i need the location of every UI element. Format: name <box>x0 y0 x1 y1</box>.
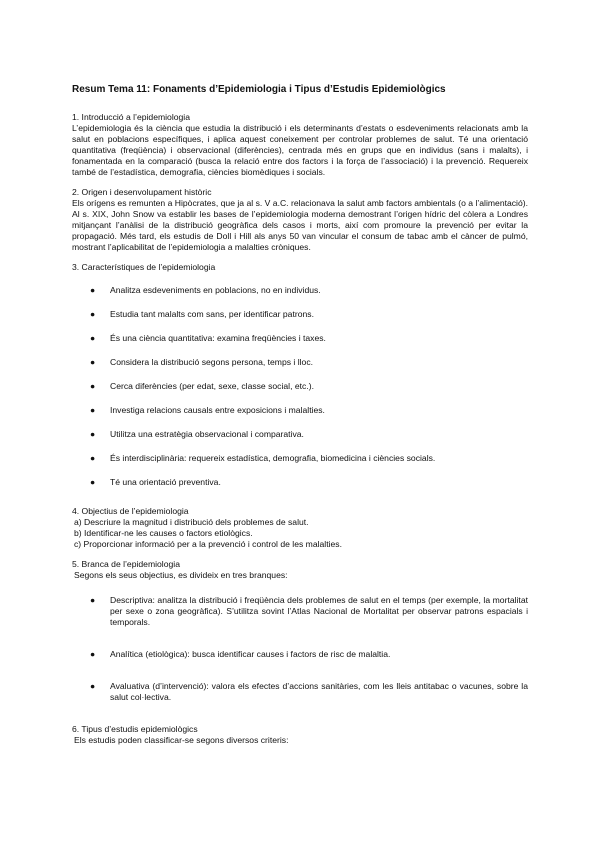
list-item: ● Utilitza una estratègia observacional i comparativa. <box>90 429 304 439</box>
section-study-types <box>72 724 528 746</box>
bullet-icon: ● <box>90 333 96 343</box>
section-heading: 6. Tipus d’estudis epidemiològics <box>72 724 198 734</box>
bullet-icon: ● <box>90 405 96 415</box>
section-heading: 3. Característiques de l’epidemiologia <box>72 262 216 272</box>
section-body: L’epidemiologia és la ciència que estudia la distribució i els determinants d’estats o esdeveniments relacionats amb la salut en poblacions específiques, i aplica aquest coneixement per controlar problemes de salut. Té una orientació quantitativa (freqüència) i observacional (diferències), centrada més en grups que en individus (sans i malalts), i fonamentada en la comparació (busca la relació entre dos factors i la força de l’associació) i la prevenció. Requereix també de l’estadística, demografia, ciències biomèdiques i socials. <box>72 123 528 177</box>
list-item: ● Té una orientació preventiva. <box>90 477 221 487</box>
characteristics-list <box>72 285 528 488</box>
section-introduction <box>72 112 528 178</box>
bullet-icon: ● <box>90 681 96 691</box>
section-heading: 5. Branca de l’epidemiologia <box>72 559 180 569</box>
section-intro: Segons els seus objectius, es divideix en tres branques: <box>74 570 288 580</box>
section-heading: 4. Objectius de l’epidemiologia <box>72 506 189 516</box>
bullet-icon: ● <box>90 429 96 439</box>
document-title: Resum Tema 11: Fonaments d’Epidemiologia i Tipus d’Estudis Epidemiològics <box>72 84 446 95</box>
section-intro: Els estudis poden classificar-se segons diversos criteris: <box>74 735 289 745</box>
list-item: ● Estudia tant malalts com sans, per identificar patrons. <box>90 309 314 319</box>
list-item: ● És interdisciplinària: requereix estadística, demografia, biomedicina i ciències socials. <box>90 453 436 463</box>
objective-item: c) Proporcionar informació per a la prevenció i control de les malalties. <box>74 539 342 549</box>
list-item: ● Analitza esdeveniments en poblacions, no en individus. <box>90 285 321 295</box>
bullet-icon: ● <box>90 649 96 659</box>
list-item: ● Cerca diferències (per edat, sexe, classe social, etc.). <box>90 381 314 391</box>
bullet-icon: ● <box>90 453 96 463</box>
section-heading: 1. Introducció a l’epidemiologia <box>72 112 190 122</box>
list-item: ● Considera la distribució segons persona, temps i lloc. <box>90 357 314 367</box>
bullet-icon: ● <box>90 357 96 367</box>
list-item: ● Investiga relacions causals entre exposicions i malalties. <box>90 405 325 415</box>
list-item: ● És una ciència quantitativa: examina freqüències i taxes. <box>90 333 326 343</box>
bullet-icon: ● <box>90 477 96 487</box>
list-item: ● Analítica (etiològica): busca identificar causes i factors de risc de malaltia. <box>90 649 391 659</box>
section-body: Els orígens es remunten a Hipòcrates, que ja al s. V a.C. relacionava la salut amb factors ambientals (o a l’alimentació). Al s. XIX, John Snow va establir les bases de l’epidemiologia moderna demostrant l’origen hídric del còlera a Londres mitjançant l’anàlisi de la distribució geogràfica dels casos i morts, així com promoure la prevenció per evitar la propagació. Més tard, els estudis de Doll i Hill als anys 50 van vincular el consum de tabac amb el càncer de pulmó, mostrant l’aplicabilitat de l’epidemiologia a malalties cròniques. <box>72 198 528 252</box>
bullet-icon: ● <box>90 309 96 319</box>
section-objectives <box>72 506 528 550</box>
bullet-icon: ● <box>90 285 96 295</box>
section-branches <box>72 559 528 703</box>
bullet-icon: ● <box>90 595 96 605</box>
section-characteristics <box>72 262 528 488</box>
list-item: ● Descriptiva: analitza la distribució i freqüència dels problemes de salut en el temps (per exemple, la mortalitat per sexe o zona geogràfica). S’utilitza sovint l’Atlas Nacional de Mortalitat per observar patrons espacials i temporals. <box>90 595 528 627</box>
section-origin <box>72 187 528 253</box>
bullet-icon: ● <box>90 381 96 391</box>
objective-item: b) Identificar-ne les causes o factors etiològics. <box>74 528 253 538</box>
list-item: ● Avaluativa (d’intervenció): valora els efectes d’accions sanitàries, com les lleis antitabac o vacunes, sobre la salut col·lectiva. <box>90 681 528 702</box>
objective-item: a) Descriure la magnitud i distribució dels problemes de salut. <box>74 517 309 527</box>
section-heading: 2. Origen i desenvolupament històric <box>72 187 212 197</box>
branches-list <box>72 595 528 703</box>
